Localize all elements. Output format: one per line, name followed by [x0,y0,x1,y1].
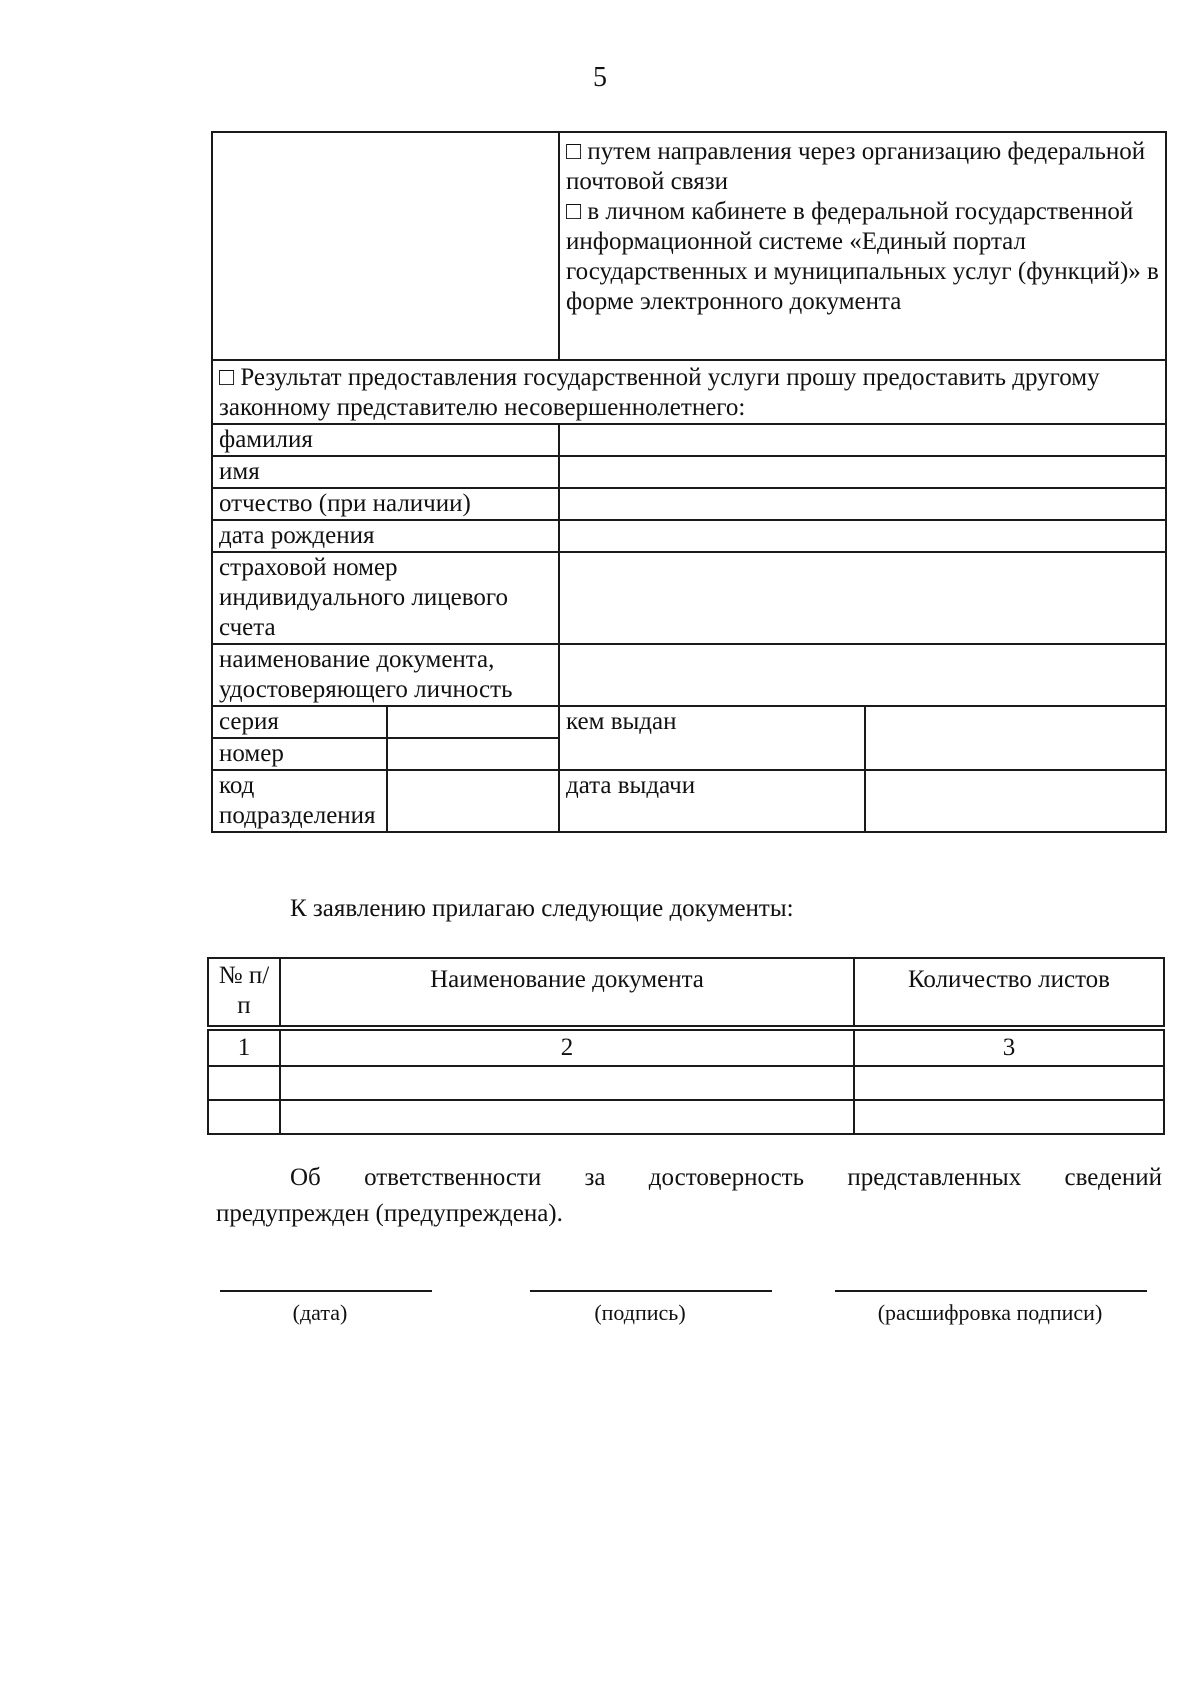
date-line[interactable] [220,1290,432,1292]
delivery-options-row [212,132,1166,360]
id-doc-label: наименование документа, удостоверяющего личность [212,644,559,706]
row-number-cell[interactable] [208,1100,280,1134]
row-sheets-cell[interactable] [854,1066,1164,1100]
other-representative-row [212,360,1166,424]
attachments-lead: К заявлению прилагаю следующие документы: [290,895,794,922]
responsibility-line-1: Об ответственности за достоверность представленных сведений [290,1164,1162,1191]
numbering-cell-2: 2 [280,1030,854,1066]
number-label: номер [212,738,387,770]
number-value[interactable] [387,738,559,770]
header-number: № п/п [208,958,280,1026]
attachments-table [207,957,1165,1135]
id-doc-value[interactable] [559,644,1166,706]
issued-by-label: кем выдан [559,706,865,770]
name-label: имя [212,456,559,488]
table-row [208,1100,1164,1134]
surname-value[interactable] [559,424,1166,456]
header-document-name: Наименование документа [280,958,854,1026]
issue-date-value[interactable] [865,770,1166,832]
surname-label: фамилия [212,424,559,456]
decoding-caption: (расшифровка подписи) [877,1300,1103,1325]
responsibility-line-2: предупрежден (предупреждена). [216,1200,563,1227]
attachments-header-row [208,958,1164,1026]
patronymic-row [212,488,1166,520]
series-label: серия [212,706,387,738]
birth-date-label: дата рождения [212,520,559,552]
numbering-cell-1: 1 [208,1030,280,1066]
option-personal-account[interactable]: □ в личном кабинете в федеральной государственной информационной системе «Единый портал государственных и муниципальных услуг (функций)» в форме электронного документа [566,198,1159,315]
patronymic-label: отчество (при наличии) [212,488,559,520]
row-document-cell[interactable] [280,1066,854,1100]
representative-form-table [211,131,1167,833]
numbering-cell-3: 3 [854,1030,1164,1066]
snils-row [212,552,1166,644]
snils-label: страховой номер индивидуального лицевого счета [212,552,559,644]
date-caption: (дата) [292,1300,348,1325]
row-number-cell[interactable] [208,1066,280,1100]
dept-code-value[interactable] [387,770,559,832]
signature-line[interactable] [530,1290,772,1292]
numbering-row [208,1030,1164,1066]
issued-by-value[interactable] [865,706,1166,770]
signature-caption: (подпись) [594,1300,686,1325]
issue-date-label: дата выдачи [559,770,865,832]
other-representative-option[interactable]: □ Результат предоставления государственной услуги прошу предоставить другому законному представителю несовершеннолетнего: [212,360,1166,424]
series-row [212,706,1166,738]
patronymic-value[interactable] [559,488,1166,520]
option-postal[interactable]: □ путем направления через организацию федеральной почтовой связи [566,138,1146,195]
name-value[interactable] [559,456,1166,488]
id-doc-row [212,644,1166,706]
decoding-line[interactable] [835,1290,1147,1292]
page-number: 5 [593,62,607,93]
responsibility-statement [216,1160,1162,1232]
delivery-options-cell [559,132,1166,360]
table-row [208,1066,1164,1100]
series-value[interactable] [387,706,559,738]
blank-cell [212,132,559,360]
surname-row [212,424,1166,456]
row-sheets-cell[interactable] [854,1100,1164,1134]
row-document-cell[interactable] [280,1100,854,1134]
birth-date-value[interactable] [559,520,1166,552]
header-sheet-count: Количество листов [854,958,1164,1026]
name-row [212,456,1166,488]
dept-code-row [212,770,1166,832]
dept-code-label: код подразделения [212,770,387,832]
birth-date-row [212,520,1166,552]
snils-value[interactable] [559,552,1166,644]
